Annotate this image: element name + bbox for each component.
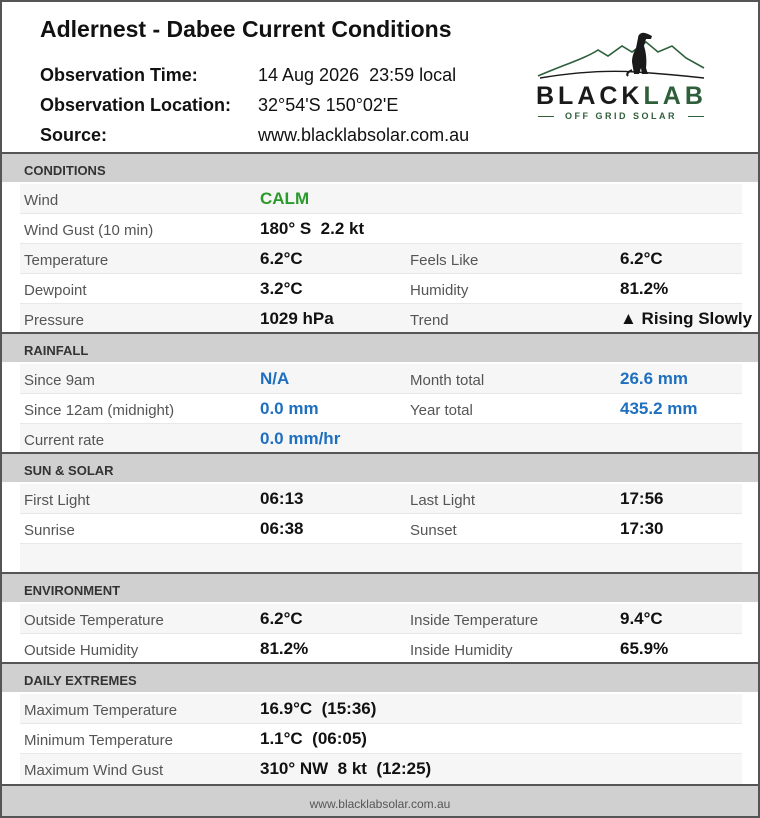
section-heading: CONDITIONS [24,163,106,178]
table-row [20,214,742,244]
table-row [20,724,742,754]
footer-link[interactable]: www.blacklabsolar.com.au [309,797,451,811]
table-row [20,484,742,514]
section-environment [2,572,758,602]
table-row [20,394,742,424]
temperature-label: Temperature [24,252,109,269]
outside-temperature-label: Outside Temperature [24,612,164,629]
logo-word-lab: LAB [643,82,707,110]
outside-humidity-value: 81.2% [260,639,309,658]
header [2,2,758,152]
source-label: Source: [40,125,108,145]
section-conditions [2,152,758,182]
dewpoint-value: 3.2°C [260,279,303,298]
inside-humidity-label: Inside Humidity [410,642,513,659]
section-heading: ENVIRONMENT [24,583,121,598]
min-temperature-label: Minimum Temperature [24,732,173,749]
inside-humidity-value: 65.9% [620,639,669,658]
pressure-value: 1029 hPa [260,309,334,328]
year-total-label: Year total [410,402,473,419]
table-row [20,424,742,454]
dewpoint-label: Dewpoint [24,282,87,299]
section-heading: RAINFALL [24,343,89,358]
feels-like-value: 6.2°C [620,249,663,268]
section-sun-solar [2,452,758,482]
wind-label: Wind [24,192,59,209]
table-row [20,274,742,304]
since-midnight-value: 0.0 mm [260,399,319,418]
logo-tagline: OFF GRID SOLAR [565,111,677,121]
blacklab-logo [536,28,706,128]
feels-like-label: Feels Like [410,252,479,269]
last-light-label: Last Light [410,492,476,509]
humidity-value: 81.2% [620,279,669,298]
year-total-value: 435.2 mm [620,399,698,418]
sunset-value: 17:30 [620,519,664,538]
humidity-label: Humidity [410,282,469,299]
logo-word-black: BLACK [536,82,644,110]
observation-location-value: 32°54'S 150°02'E [258,95,399,115]
sunrise-label: Sunrise [24,522,75,539]
source-value: www.blacklabsolar.com.au [258,125,470,145]
section-daily-extremes [2,662,758,692]
inside-temperature-label: Inside Temperature [410,612,539,629]
table-row [20,634,742,664]
observation-location-label: Observation Location: [40,95,232,115]
sunset-label: Sunset [410,522,457,539]
month-total-value: 26.6 mm [620,369,689,388]
last-light-value: 17:56 [620,489,664,508]
footer [2,784,758,816]
trend-label: Trend [410,312,449,329]
table-row [20,364,742,394]
pressure-label: Pressure [24,312,85,329]
outside-temperature-value: 6.2°C [260,609,303,628]
wind-gust-label: Wind Gust (10 min) [24,222,154,239]
table-row [20,754,742,784]
max-wind-gust-value: 310° NW 8 kt (12:25) [260,759,432,778]
section-rainfall [2,332,758,362]
table-row [20,304,753,334]
section-heading: SUN & SOLAR [24,463,114,478]
sunrise-value: 06:38 [260,519,304,538]
since-midnight-label: Since 12am (midnight) [24,402,175,419]
trend-value: ▲ Rising Slowly [620,309,753,328]
table-row [20,514,742,544]
logo-divider [688,116,704,117]
table-row [20,694,742,724]
logo-wordmark [536,82,706,111]
max-temperature-label: Maximum Temperature [24,702,178,719]
current-rate-value: 0.0 mm/hr [260,429,341,448]
min-temperature-value: 1.1°C (06:05) [260,729,367,748]
temperature-value: 6.2°C [260,249,303,268]
current-rate-label: Current rate [24,432,105,449]
first-light-value: 06:13 [260,489,304,508]
page-title: Adlernest - Dabee Current Conditions [40,16,452,42]
max-temperature-value: 16.9°C (15:36) [260,699,377,718]
observation-time-value: 14 Aug 2026 23:59 local [258,65,457,85]
max-wind-gust-label: Maximum Wind Gust [24,762,164,779]
table-row [20,244,742,274]
since-9am-value: N/A [260,369,290,388]
observation-time-label: Observation Time: [40,65,198,85]
table-row [20,544,742,574]
since-9am-label: Since 9am [24,372,95,389]
first-light-label: First Light [24,492,90,509]
section-heading: DAILY EXTREMES [24,673,137,688]
mountain-dog-icon [536,28,706,82]
wind-gust-value: 180° S 2.2 kt [260,219,365,238]
wind-value: CALM [260,189,310,208]
inside-temperature-value: 9.4°C [620,609,663,628]
month-total-label: Month total [410,372,485,389]
outside-humidity-label: Outside Humidity [24,642,139,659]
table-row [20,184,742,214]
table-row [20,604,742,634]
